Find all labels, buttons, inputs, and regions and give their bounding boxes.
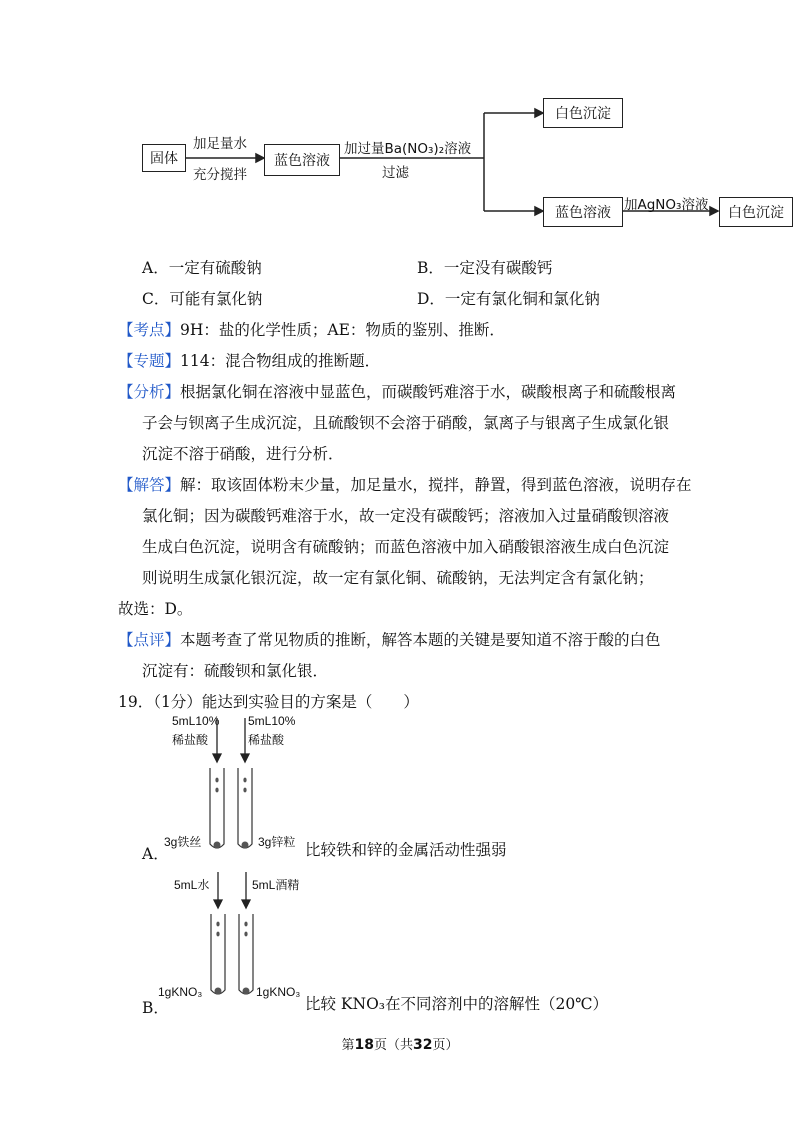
a-solid-right: 3g锌粒 (258, 835, 296, 849)
dianping-line-1: 【点评】本题考查了常见物质的推断，解答本题的关键是要知道不溶于酸的白色 (118, 631, 661, 649)
b-solid-left: 1gKNO₃ (158, 985, 203, 999)
b-solid-right: 1gKNO₃ (256, 985, 301, 999)
box-blue-solution: 蓝色溶液 (264, 144, 340, 176)
current-page-number: 18 (354, 1037, 374, 1053)
b-reagent-right: 5mL酒精 (252, 878, 300, 892)
fenxi-line-2: 子会与钡离子生成沉淀，且硫酸钡不会溶于硝酸，氯离子与银离子生成氯化银 (142, 414, 670, 432)
question-19-stem: 19．（1分）能达到实验目的方案是（ ） (118, 693, 419, 711)
jieda-line-2: 氯化铜；因为碳酸钙难溶于水，故一定没有碳酸钙；溶液加入过量硝酸钡溶液 (142, 507, 670, 525)
zhuanti-line: 【专题】114：混合物组成的推断题． (118, 352, 381, 370)
step2-label-bottom: 过滤 (382, 165, 409, 181)
box-white-precip-2: 白色沉淀 (719, 197, 793, 227)
zhuanti-tag: 【专题】 (118, 352, 181, 370)
a-reagent-right-line1: 5mL10% (248, 714, 296, 728)
a-reagent-left-line2: 稀盐酸 (172, 733, 209, 747)
option-b-text: 比较 KNO₃在不同溶剂中的溶解性（20℃） (305, 995, 609, 1013)
dianping-tag: 【点评】 (118, 631, 181, 649)
b-test-tubes (196, 872, 266, 1002)
box-white-precip-1: 白色沉淀 (543, 98, 623, 128)
box-blue-solution-2: 蓝色溶液 (543, 197, 623, 227)
a-reagent-right-line2: 稀盐酸 (248, 733, 285, 747)
jieda-line-4: 则说明生成氯化银沉淀，故一定有氯化铜、硫酸钠，无法判定含有氯化钠； (142, 569, 654, 587)
dianping-line-2: 沉淀有：硫酸钡和氯化银． (142, 662, 329, 680)
jieda-line-1: 【解答】解：取该固体粉末少量，加足量水，搅拌，静置，得到蓝色溶液，说明存在 (118, 476, 692, 494)
step3-label: 加AgNO₃溶液 (624, 197, 709, 213)
step1-label-bottom: 充分搅拌 (193, 167, 247, 183)
option-a-text: 比较铁和锌的金属活动性强弱 (305, 841, 507, 859)
fenxi-line-3: 沉淀不溶于硝酸，进行分析． (142, 445, 344, 463)
a-test-tubes (195, 718, 265, 858)
fenxi-tag: 【分析】 (118, 383, 181, 401)
jieda-tag: 【解答】 (118, 476, 181, 494)
total-page-count: 32 (413, 1037, 433, 1053)
option-b-letter: B． (142, 999, 169, 1017)
fenxi-line-1: 【分析】根据氯化铜在溶液中显蓝色，而碳酸钙难溶于水，碳酸根离子和硫酸根离 (118, 383, 677, 401)
step2-label-top: 加过量Ba(NO₃)₂溶液 (344, 141, 472, 157)
step1-label-top: 加足量水 (193, 136, 247, 152)
b-reagent-left: 5mL水 (174, 878, 210, 892)
a-solid-left: 3g铁丝 (164, 835, 202, 849)
box-solid: 固体 (142, 144, 186, 172)
option-d: D．一定有氯化铜和氯化钠 (417, 290, 600, 308)
kaodian-tag: 【考点】 (118, 321, 181, 339)
option-a: A．一定有硫酸钠 (142, 259, 262, 277)
option-b: B．一定没有碳酸钙 (417, 259, 553, 277)
option-c: C．可能有氯化钠 (142, 290, 263, 308)
jieda-line-5: 故选：D。 (118, 600, 193, 618)
kaodian-line: 【考点】9H：盐的化学性质；AE：物质的鉴别、推断． (118, 321, 505, 339)
jieda-line-3: 生成白色沉淀，说明含有硫酸钠；而蓝色溶液中加入硝酸银溶液生成白色沉淀 (142, 538, 670, 556)
page-footer: 第18页（共32页） (341, 1037, 459, 1053)
option-a-letter: A． (142, 845, 169, 863)
a-reagent-left-line1: 5mL10% (172, 714, 220, 728)
